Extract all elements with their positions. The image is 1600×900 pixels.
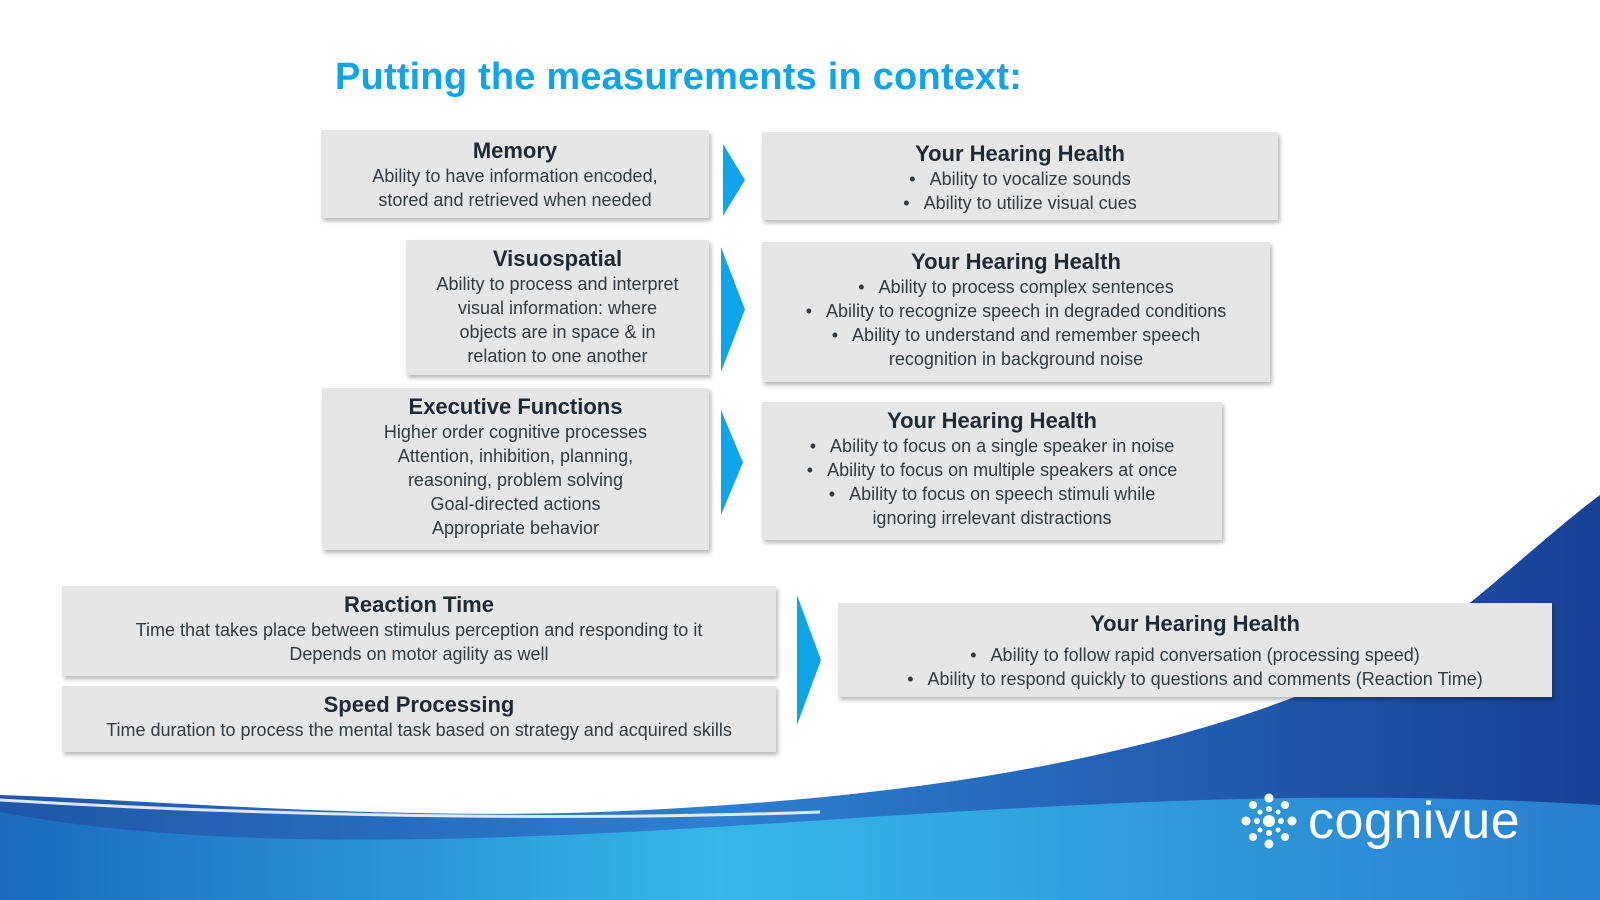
reaction-time-heading: Reaction Time: [344, 592, 494, 617]
hearing-bullet: • Ability to respond quickly to questions and comments (Reaction Time): [838, 667, 1552, 691]
hearing-bullet: • Ability to recognize speech in degraded conditions: [762, 299, 1270, 323]
reaction-desc-line: Time that takes place between stimulus perception and responding to it: [135, 620, 703, 640]
chevron-right-icon: [723, 144, 745, 216]
speed-processing-box: [62, 686, 776, 752]
memory-desc-line: stored and retrieved when needed: [378, 190, 652, 210]
executive-functions-box: [322, 388, 709, 550]
hearing-bullet: • Ability to focus on speech stimuli while ignoring irrelevant distractions: [762, 482, 1222, 530]
hearing-bullet: • Ability to utilize visual cues: [762, 191, 1278, 215]
hearing-bullet: • Ability to vocalize sounds: [762, 167, 1278, 191]
hearing-health-heading: Your Hearing Health: [911, 249, 1121, 274]
executive-desc-line: Attention, inhibition, planning,: [397, 446, 634, 466]
executive-desc-line: Higher order cognitive processes: [383, 422, 648, 442]
visuospatial-heading: Visuospatial: [492, 246, 623, 271]
executive-hearing-box: [762, 402, 1222, 540]
visuospatial-desc-line: visual information: where: [457, 298, 658, 318]
dots-circle-icon: [1238, 790, 1300, 852]
visuospatial-desc-line: relation to one another: [467, 346, 648, 366]
hearing-health-heading: Your Hearing Health: [887, 408, 1097, 433]
speed-processing-heading: Speed Processing: [323, 692, 515, 717]
logo-text: cognivue: [1308, 792, 1521, 850]
executive-functions-heading: Executive Functions: [408, 394, 623, 419]
chevron-right-icon: [797, 595, 821, 725]
reaction-time-box: [62, 586, 776, 676]
executive-desc-line: Goal-directed actions: [430, 494, 601, 514]
memory-desc-line: Ability to have information encoded,: [372, 166, 658, 186]
visuospatial-box: [406, 240, 709, 375]
reaction-desc-line: Depends on motor agility as well: [289, 644, 549, 664]
chevron-right-icon: [721, 247, 745, 372]
speed-desc-line: Time duration to process the mental task based on strategy and acquired skills: [106, 720, 732, 740]
page-title: Putting the measurements in context:: [335, 56, 1023, 98]
chevron-right-icon: [721, 410, 743, 515]
visuospatial-hearing-box: [762, 242, 1270, 382]
executive-desc-line: reasoning, problem solving: [407, 470, 624, 490]
visuospatial-desc-line: objects are in space & in: [459, 322, 656, 342]
hearing-health-heading: Your Hearing Health: [915, 141, 1125, 166]
hearing-bullet: • Ability to understand and remember speech recognition in background noise: [762, 323, 1270, 371]
hearing-bullet: • Ability to process complex sentences: [762, 275, 1270, 299]
cognivue-logo: [1238, 790, 1520, 852]
memory-hearing-box: [762, 132, 1278, 220]
speed-hearing-box: [838, 603, 1552, 697]
hearing-bullet: • Ability to follow rapid conversation (processing speed): [838, 643, 1552, 667]
visuospatial-desc-line: Ability to process and interpret: [436, 274, 679, 294]
hearing-health-heading: Your Hearing Health: [1090, 611, 1300, 636]
hearing-bullet: • Ability to focus on multiple speakers at once: [762, 458, 1222, 482]
hearing-bullet: • Ability to focus on a single speaker in noise: [762, 434, 1222, 458]
executive-desc-line: Appropriate behavior: [431, 518, 600, 538]
memory-box: [321, 130, 709, 218]
memory-heading: Memory: [472, 138, 558, 163]
